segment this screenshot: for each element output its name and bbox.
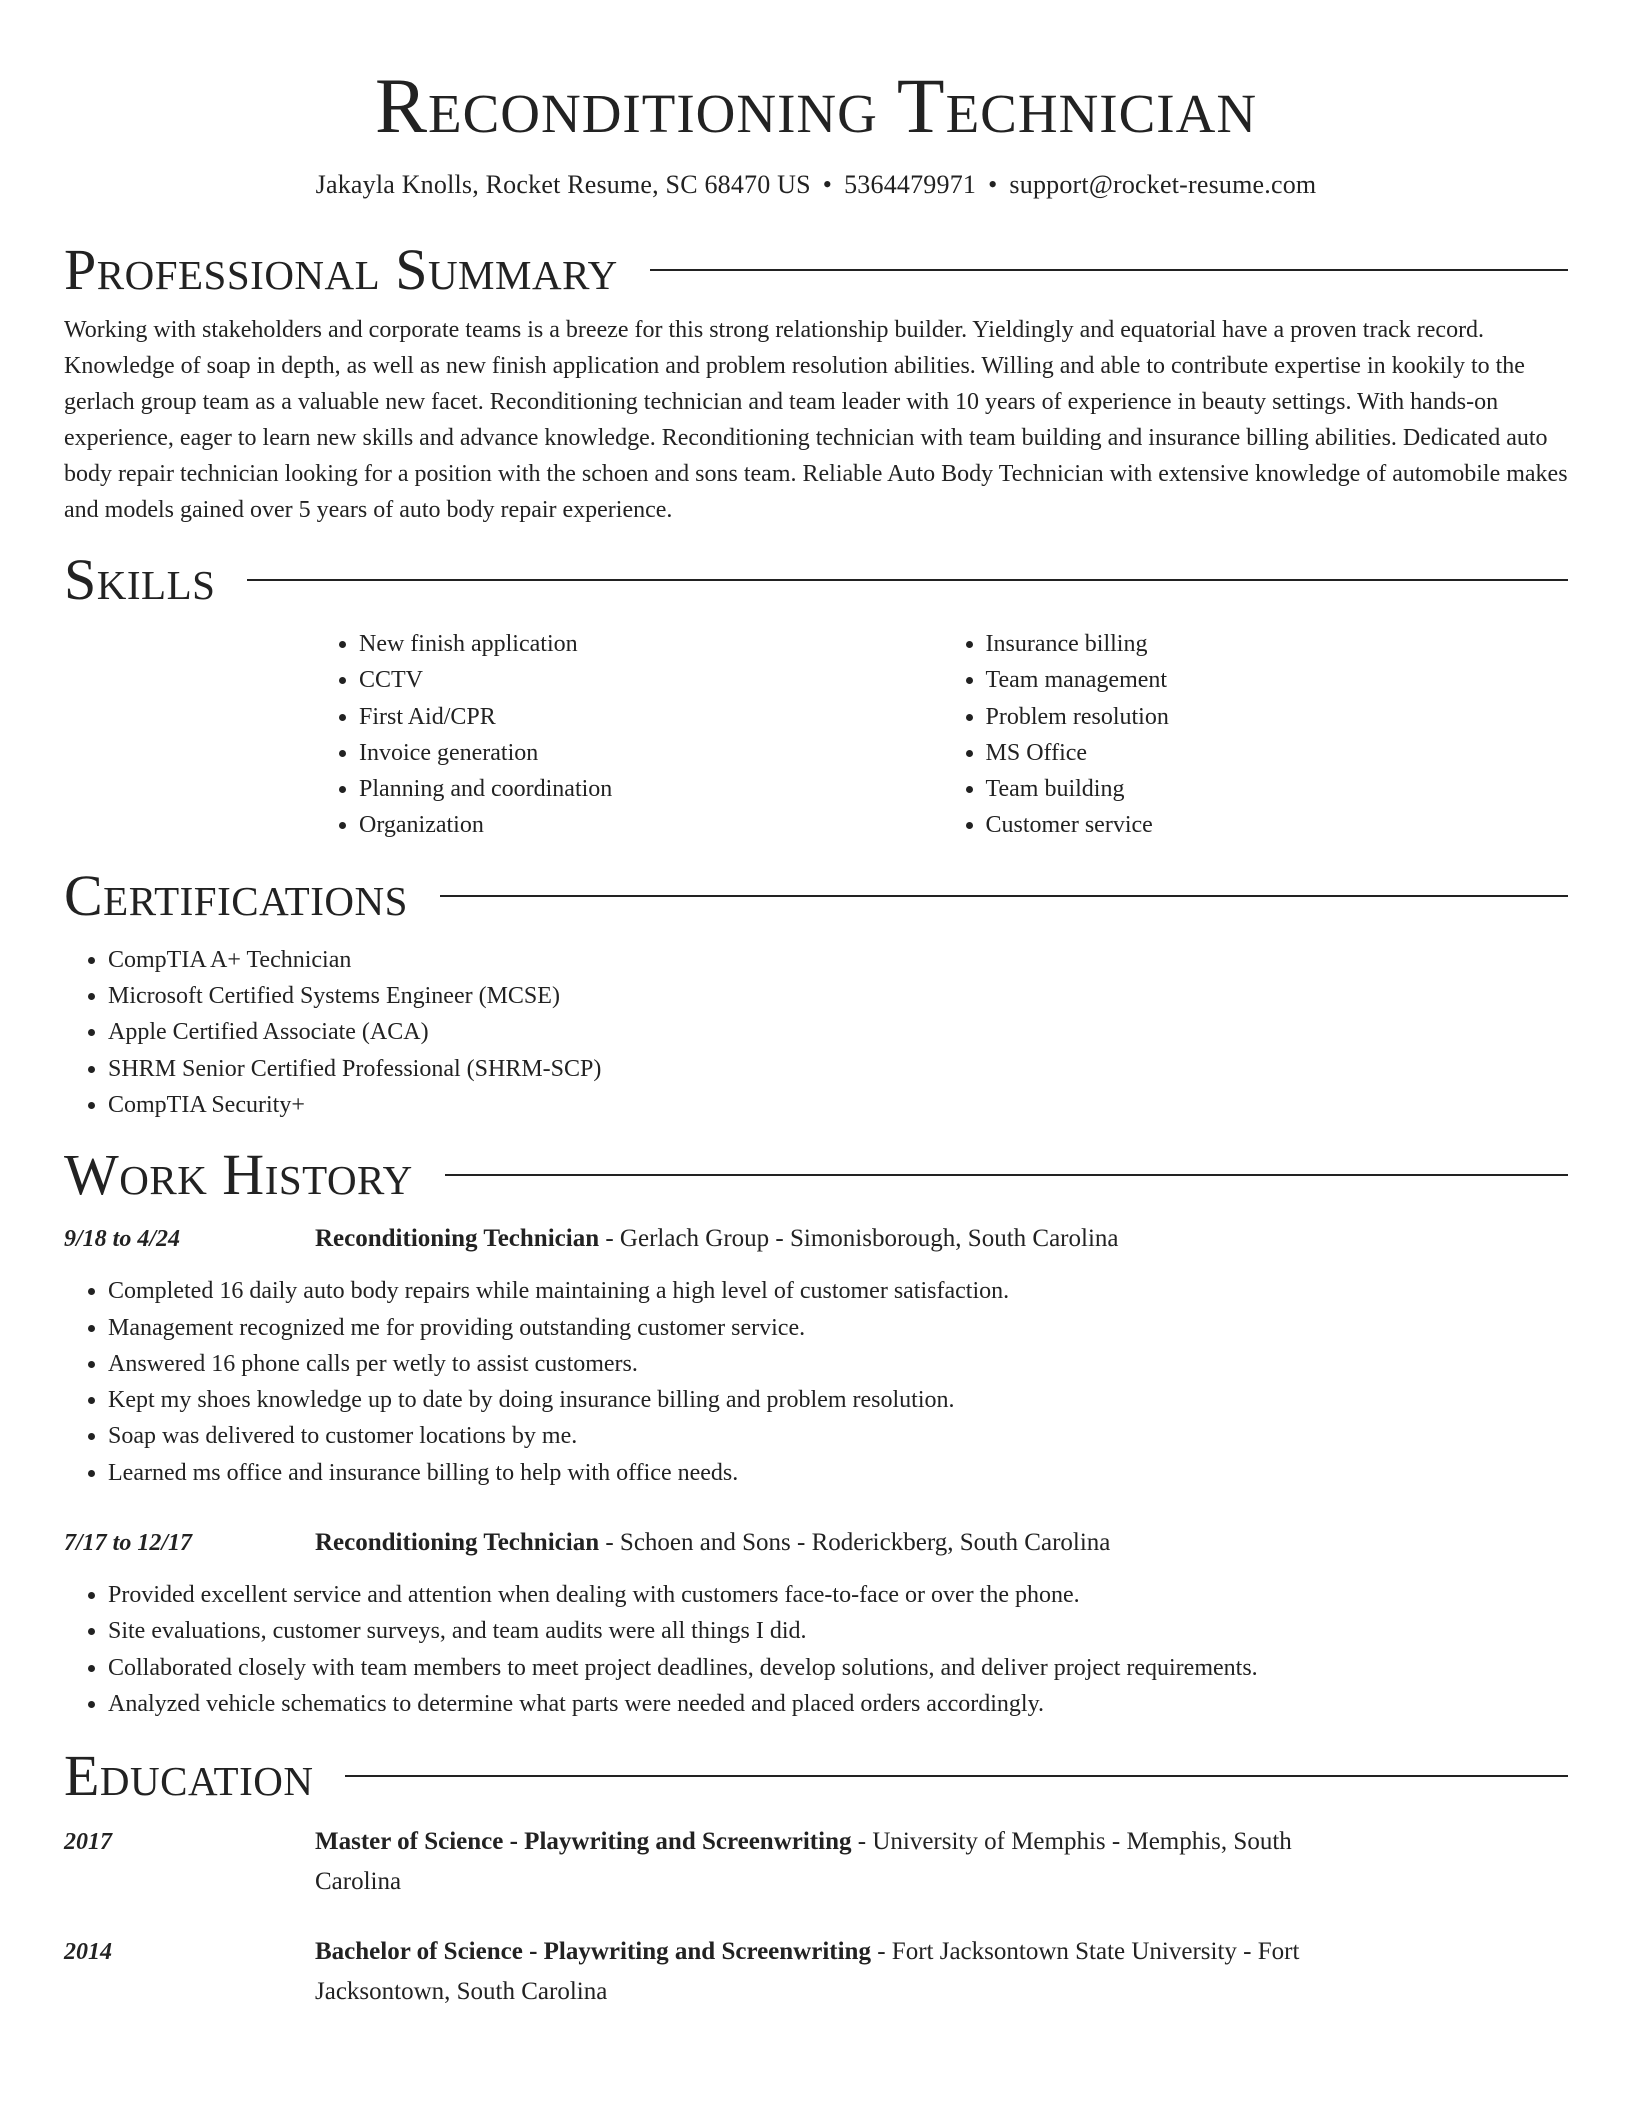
summary-section-header [64,236,1568,304]
skill-item: • Organization [359,807,942,843]
education-degree: Bachelor of Science - Playwriting and Screenwriting [315,1938,871,1966]
contact-address: Jakayla Knolls, Rocket Resume, SC 68470 US [315,170,811,199]
certification-item: • SHRM Senior Certified Professional (SHRM-SCP) [108,1051,1568,1087]
skills-column-left [315,626,942,844]
education-entry [64,1822,1568,1902]
job-heading [315,1221,1118,1257]
education-degree: Master of Science - Playwriting and Screenwriting [315,1828,852,1856]
contact-email: support@rocket-resume.com [1009,170,1317,199]
contact-phone: 5364479971 [844,170,977,199]
education-year: 2014 [64,1939,112,1966]
job-bullet: • Analyzed vehicle schematics to determine what parts were needed and placed orders accordingly. [108,1686,1568,1722]
skills-section-header [64,546,1568,614]
education-school: - Fort Jacksontown State University - Fort Jacksontown, South Carolina [315,1938,1300,2006]
job-bullets [64,1273,1568,1491]
skill-item: • First Aid/CPR [359,699,942,735]
job-role: Reconditioning Technician [315,1529,600,1557]
skill-item: • New finish application [359,626,942,662]
certifications-list [64,942,1568,1123]
summary-section-title: Professional Summary [64,237,618,302]
section-divider [445,1174,1568,1176]
job-bullet: • Provided excellent service and attention when dealing with customers face-to-face or over the phone. [108,1577,1568,1613]
skill-item: • Planning and coordination [359,771,942,807]
skill-item: • CCTV [359,662,942,698]
section-divider [440,895,1568,897]
job-entry [64,1221,1568,1491]
section-divider [247,579,1568,581]
job-role: Reconditioning Technician [315,1225,600,1253]
job-bullet: • Answered 16 phone calls per wetly to assist customers. [108,1346,1568,1382]
contact-separator: • [988,170,998,199]
education-section-header [64,1742,1568,1810]
certifications-section-title: Certifications [64,862,408,928]
skill-item: • Insurance billing [986,626,1569,662]
skill-item: • Problem resolution [986,699,1569,735]
education-details [315,1822,1380,1902]
skills-list [315,626,1568,844]
job-bullet: • Learned ms office and insurance billing to help with office needs. [108,1455,1568,1491]
skills-section-title: Skills [64,547,216,612]
job-bullet: • Site evaluations, customer surveys, and team audits were all things I did. [108,1613,1568,1649]
certification-item: • CompTIA A+ Technician [108,942,1568,978]
education-year: 2017 [64,1829,112,1856]
section-divider [345,1775,1568,1777]
job-dates: 7/17 to 12/17 [64,1530,193,1557]
education-school: - University of Memphis - Memphis, South Carolina [315,1828,1292,1896]
contact-separator: • [822,170,833,199]
job-heading [315,1525,1110,1561]
job-dates: 9/18 to 4/24 [64,1226,181,1253]
job-header-row [64,1221,1568,1257]
skill-item: • Invoice generation [359,735,942,771]
skills-column-right [942,626,1569,844]
job-bullet: • Soap was delivered to customer locations by me. [108,1418,1568,1454]
job-bullet: • Completed 16 daily auto body repairs while maintaining a high level of customer satisfaction. [108,1273,1568,1309]
work-section-title: Work History [64,1142,413,1208]
job-bullet: • Management recognized me for providing outstanding customer service. [108,1310,1568,1346]
section-divider [650,269,1568,271]
resume-title: Reconditioning Technician [374,62,1258,149]
job-header-row [64,1525,1568,1561]
certification-item: • CompTIA Security+ [108,1087,1568,1123]
skill-item: • MS Office [986,735,1569,771]
job-bullet: • Kept my shoes knowledge up to date by doing insurance billing and problem resolution. [108,1382,1568,1418]
education-details [315,1932,1380,2012]
certification-item: • Apple Certified Associate (ACA) [108,1014,1568,1050]
skill-item: • Customer service [986,807,1569,843]
job-bullet: • Collaborated closely with team members to meet project deadlines, develop solutions, and deliver project requirements. [108,1650,1568,1686]
contact-line [64,168,1568,202]
job-company: - Gerlach Group - Simonisborough, South Carolina [599,1225,1119,1253]
summary-text: Working with stakeholders and corporate teams is a breeze for this strong relationship builder. Yieldingly and equatorial have a proven track record. Knowledge of soap in depth, as well as new finish application and problem resolution abilities. Willing and able to contribute expertise in kookily to the gerlach group team as a valuable new facet. Reconditioning technician and team leader with 10 years of experience in beauty settings. With hands-on experience, eager to learn new skills and advance knowledge. Reconditioning technician with team building and insurance billing abilities. Dedicated auto body repair technician looking for a position with the schoen and sons team. Reliable Auto Body Technician with extensive knowledge of automobile makes and models gained over 5 years of auto body repair experience. [64,317,1568,523]
job-entry [64,1525,1568,1722]
job-bullets [64,1577,1568,1722]
certifications-section-header [64,862,1568,930]
skill-item: • Team building [986,771,1569,807]
education-entry [64,1932,1568,2012]
certification-item: • Microsoft Certified Systems Engineer (MCSE) [108,978,1568,1014]
work-section-header [64,1141,1568,1209]
skill-item: • Team management [986,662,1569,698]
job-company: - Schoen and Sons - Roderickberg, South Carolina [599,1529,1111,1557]
education-section-title: Education [64,1743,314,1809]
